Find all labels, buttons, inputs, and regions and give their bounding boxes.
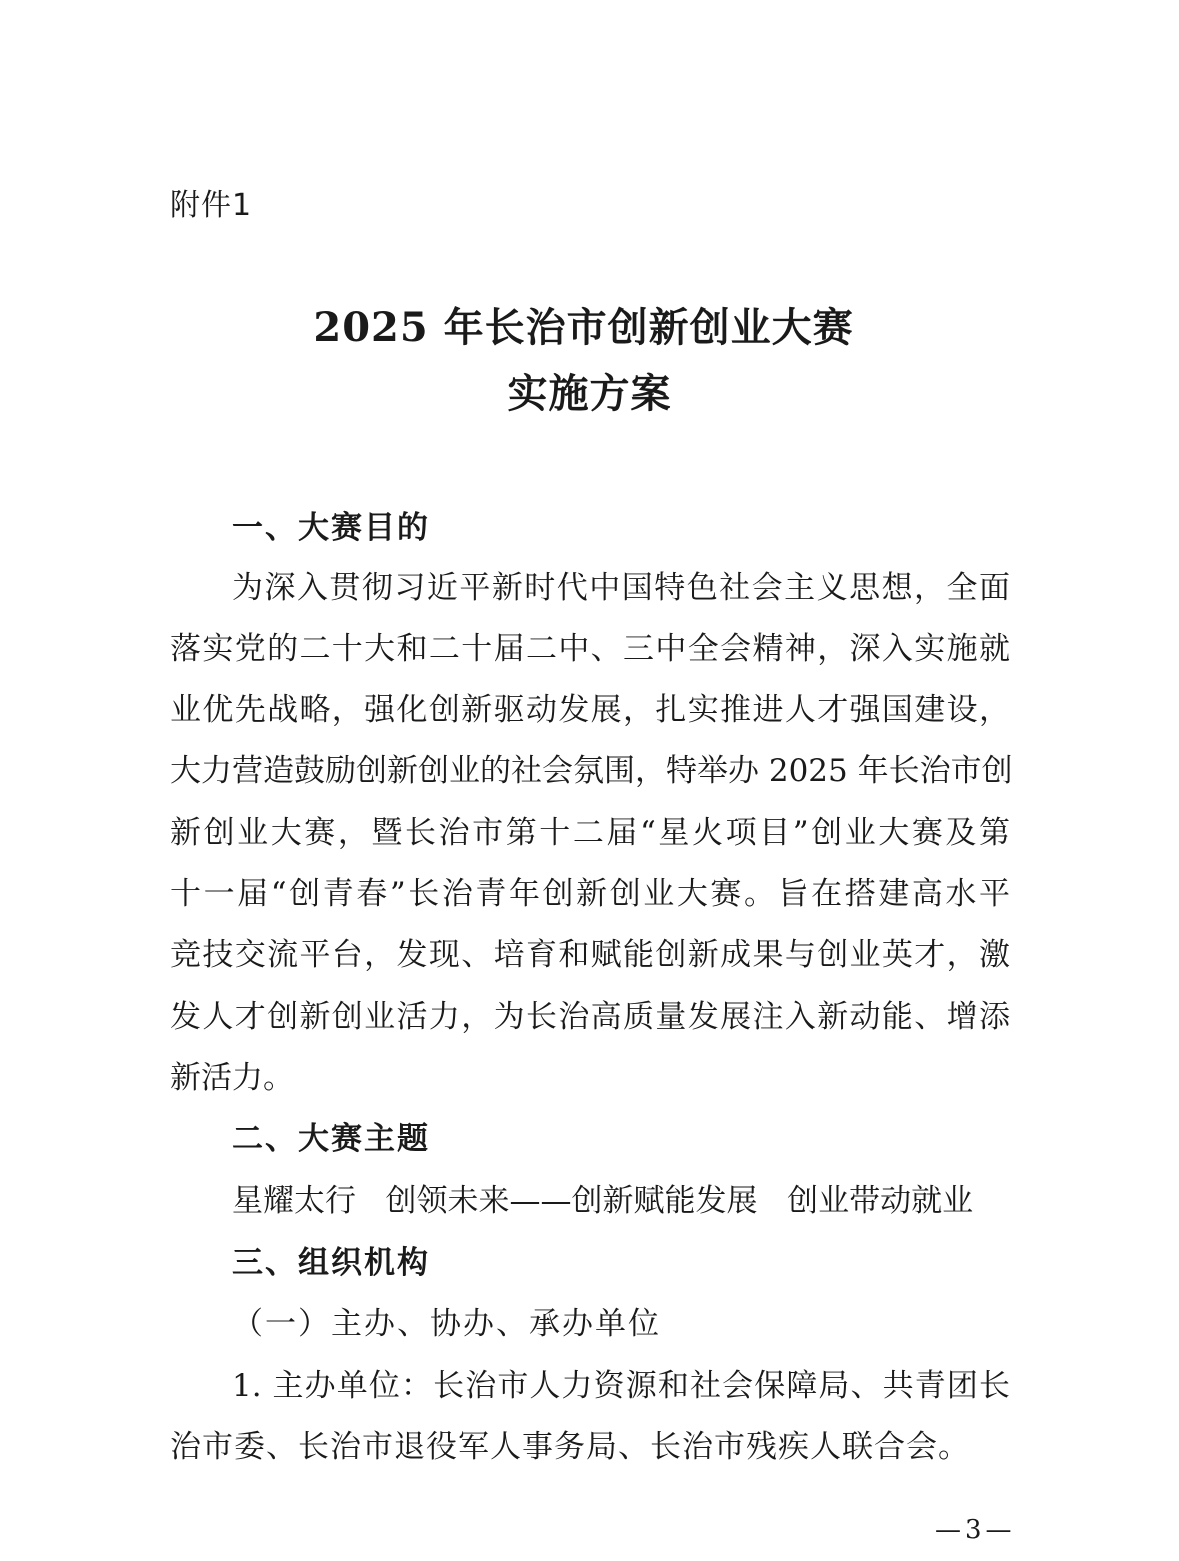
paragraph-line: 十一届“创青春”长治青年创新创业大赛。旨在搭建高水平 <box>170 876 1010 912</box>
paragraph-line: 落实党的二十大和二十届二中、三中全会精神，深入实施就 <box>170 631 1010 667</box>
document-subtitle: 实施方案 <box>507 370 672 417</box>
section2-heading: 二、大赛主题 <box>232 1121 430 1157</box>
paragraph-line: 1. 主办单位：长治市人力资源和社会保障局、共青团长 <box>232 1368 1010 1404</box>
page-number: —3— <box>935 1515 1016 1545</box>
attachment-label: 附件1 <box>170 188 253 223</box>
section1-heading: 一、大赛目的 <box>232 510 430 546</box>
paragraph-line: 发人才创新创业活力，为长治高质量发展注入新动能、增添 <box>170 999 1010 1035</box>
paragraph-line: 治市委、长治市退役军人事务局、长治市残疾人联合会。 <box>170 1429 970 1465</box>
paragraph-line: 大力营造鼓励创新创业的社会氛围，特举办 2025 年长治市创 <box>170 753 1013 789</box>
section3-subheading: （一）主办、协办、承办单位 <box>232 1306 661 1342</box>
paragraph-line: 业优先战略，强化创新驱动发展，扎实推进人才强国建设， <box>170 692 1010 728</box>
paragraph-line: 竞技交流平台，发现、培育和赋能创新成果与创业英才，激 <box>170 937 1010 973</box>
section3-heading: 三、组织机构 <box>232 1245 430 1281</box>
theme-text: 星耀太行 创领未来——创新赋能发展 创业带动就业 <box>232 1183 974 1219</box>
paragraph-line: 新活力。 <box>170 1060 294 1096</box>
paragraph-line: 为深入贯彻习近平新时代中国特色社会主义思想，全面 <box>232 570 1010 606</box>
document-title: 2025 年长治市创新创业大赛 <box>313 304 854 351</box>
paragraph-line: 新创业大赛，暨长治市第十二届“星火项目”创业大赛及第 <box>170 815 1010 851</box>
